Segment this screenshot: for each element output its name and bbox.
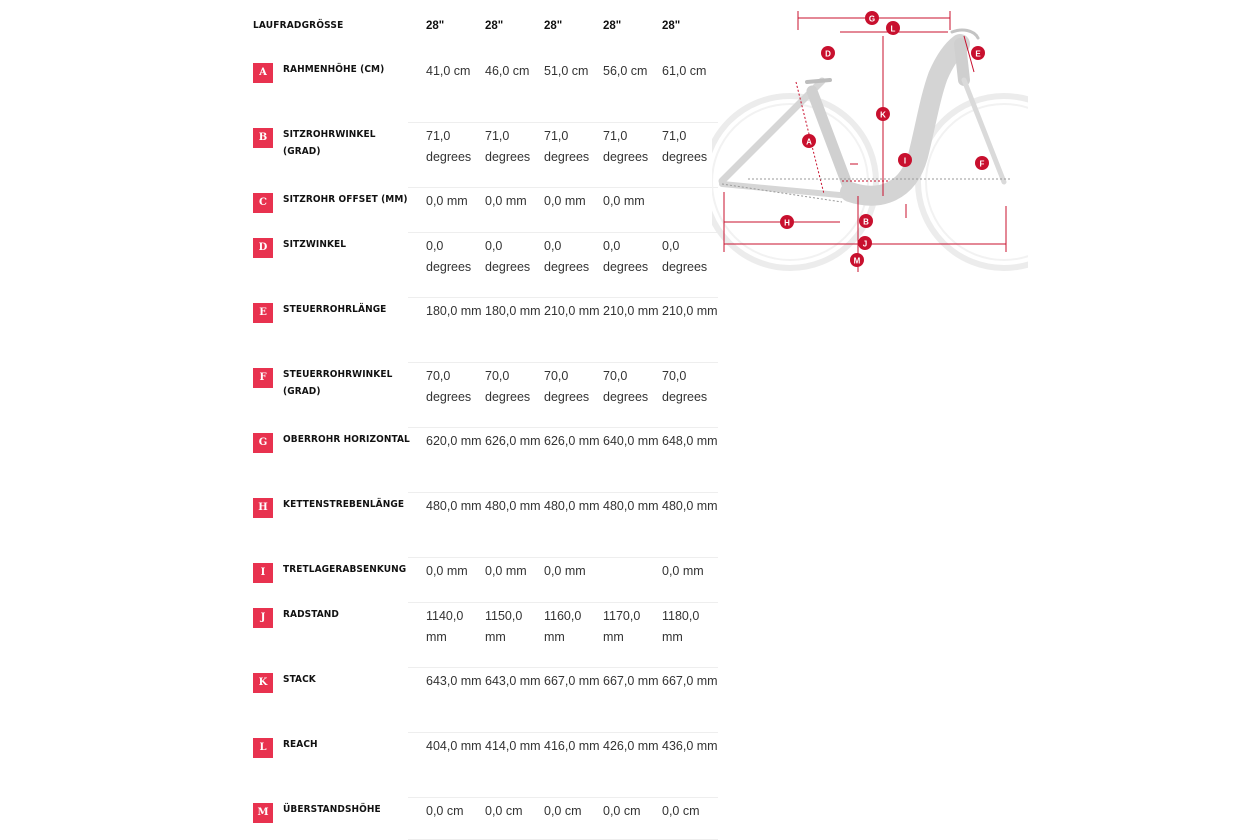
row-badge: A — [253, 63, 273, 83]
table-cell: 620,0 mm — [426, 434, 482, 448]
row-badge: B — [253, 128, 273, 148]
marker-F — [975, 156, 989, 170]
row-label: SITZROHRWINKEL (GRAD) — [283, 129, 376, 157]
row-badge: C — [253, 193, 273, 213]
table-cell: 626,0 mm — [544, 434, 600, 448]
table-cell: 436,0 mm — [662, 739, 718, 753]
marker-A — [802, 134, 816, 148]
table-cell: 210,0 mm — [662, 304, 718, 318]
table-cell: 640,0 mm — [603, 434, 659, 448]
table-cell: 416,0 mm — [544, 739, 600, 753]
table-cell: 480,0 mm — [544, 499, 600, 513]
svg-text:B: B — [863, 217, 869, 227]
table-cell: 180,0 mm — [426, 304, 482, 318]
table-row — [248, 58, 718, 123]
table-cell: 1170,0 mm — [603, 609, 641, 644]
table-cell: 0,0 mm — [544, 194, 586, 208]
row-badge: E — [253, 303, 273, 323]
table-cell: 70,0 degrees — [544, 369, 590, 404]
table-row — [248, 233, 718, 298]
row-badge: I — [253, 563, 273, 583]
svg-text:I: I — [903, 156, 907, 166]
row-badge: F — [253, 368, 273, 388]
table-cell: 41,0 cm — [426, 64, 471, 78]
table-cell: 70,0 degrees — [662, 369, 708, 404]
svg-text:K: K — [880, 110, 886, 120]
svg-text:E: E — [975, 49, 981, 59]
table-cell: 0,0 mm — [544, 564, 586, 578]
size-header-5: 28" — [662, 20, 681, 32]
size-header-4: 28" — [603, 20, 622, 32]
table-row — [248, 558, 718, 603]
table-row — [248, 493, 718, 558]
table-cell: 70,0 degrees — [426, 369, 472, 404]
table-cell: 0,0 mm — [485, 194, 527, 208]
table-cell: 1150,0 mm — [485, 609, 523, 644]
table-row — [248, 733, 718, 798]
row-badge: L — [253, 738, 273, 758]
table-row — [248, 603, 718, 668]
table-cell: 643,0 mm — [426, 674, 482, 688]
svg-text:F: F — [979, 159, 985, 169]
table-cell: 71,0 degrees — [426, 129, 472, 164]
table-cell: 71,0 degrees — [662, 129, 708, 164]
table-cell: 667,0 mm — [662, 674, 718, 688]
svg-text:J: J — [862, 239, 868, 249]
size-header-3: 28" — [544, 20, 563, 32]
table-cell: 0,0 degrees — [603, 239, 649, 274]
row-badge: M — [253, 803, 273, 823]
row-label: RAHMENHÖHE (CM) — [283, 64, 385, 75]
table-cell: 667,0 mm — [603, 674, 659, 688]
table-cell: 426,0 mm — [603, 739, 659, 753]
table-cell: 0,0 degrees — [485, 239, 531, 274]
size-header-1: 28" — [426, 20, 445, 32]
table-cell: 210,0 mm — [603, 304, 659, 318]
row-label: REACH — [283, 739, 318, 750]
table-cell: 51,0 cm — [544, 64, 589, 78]
row-label: SITZROHR OFFSET (MM) — [283, 194, 408, 205]
table-row — [248, 668, 718, 733]
svg-text:A: A — [806, 137, 812, 147]
row-label: OBERROHR HORIZONTAL — [283, 434, 410, 445]
table-cell: 0,0 cm — [485, 804, 523, 818]
table-row — [248, 188, 718, 233]
table-cell: 0,0 cm — [426, 804, 464, 818]
marker-J — [858, 236, 872, 250]
table-cell: 626,0 mm — [485, 434, 541, 448]
table-cell: 56,0 cm — [603, 64, 648, 78]
table-row — [248, 363, 718, 428]
row-label: STACK — [283, 674, 316, 685]
table-cell: 0,0 mm — [662, 564, 704, 578]
marker-E — [971, 46, 985, 60]
table-cell: 0,0 mm — [426, 194, 468, 208]
marker-K — [876, 107, 890, 121]
svg-text:H: H — [784, 218, 790, 228]
marker-B — [859, 214, 873, 228]
table-cell: 667,0 mm — [544, 674, 600, 688]
table-cell: 414,0 mm — [485, 739, 541, 753]
table-cell: 180,0 mm — [485, 304, 541, 318]
table-cell: 210,0 mm — [544, 304, 600, 318]
row-label: TRETLAGERABSENKUNG — [283, 564, 407, 575]
table-cell: 480,0 mm — [603, 499, 659, 513]
row-badge: H — [253, 498, 273, 518]
svg-text:M: M — [853, 256, 861, 266]
row-badge: G — [253, 433, 273, 453]
table-cell: 648,0 mm — [662, 434, 718, 448]
table-cell: 71,0 degrees — [544, 129, 590, 164]
table-cell: 71,0 degrees — [603, 129, 649, 164]
table-row — [248, 298, 718, 363]
table-cell: 0,0 cm — [662, 804, 700, 818]
table-header-row — [248, 0, 718, 50]
table-cell: 1140,0 mm — [426, 609, 464, 644]
row-label: KETTENSTREBENLÄNGE — [283, 499, 405, 510]
table-cell: 0,0 degrees — [426, 239, 472, 274]
table-cell: 0,0 mm — [603, 194, 645, 208]
svg-text:L: L — [890, 24, 896, 34]
size-header-2: 28" — [485, 20, 504, 32]
table-cell: 61,0 cm — [662, 64, 707, 78]
table-cell: 0,0 degrees — [544, 239, 590, 274]
row-label: SITZWINKEL — [283, 239, 347, 250]
table-cell: 1180,0 mm — [662, 609, 700, 644]
svg-text:G: G — [868, 14, 876, 24]
table-cell: 70,0 degrees — [485, 369, 531, 404]
table-cell: 480,0 mm — [485, 499, 541, 513]
table-cell: 404,0 mm — [426, 739, 482, 753]
row-label: STEUERROHRLÄNGE — [283, 304, 387, 315]
table-row — [248, 428, 718, 493]
table-cell: 480,0 mm — [426, 499, 482, 513]
table-cell: 1160,0 mm — [544, 609, 582, 644]
table-row — [248, 798, 718, 840]
marker-G — [865, 11, 879, 25]
marker-I — [898, 153, 912, 167]
table-cell: 480,0 mm — [662, 499, 718, 513]
row-label: ÜBERSTANDSHÖHE — [283, 804, 381, 815]
table-cell: 643,0 mm — [485, 674, 541, 688]
svg-text:D: D — [825, 49, 831, 59]
row-label: STEUERROHRWINKEL (GRAD) — [283, 369, 393, 397]
table-row — [248, 123, 718, 188]
table-cell: 0,0 mm — [485, 564, 527, 578]
table-cell: 46,0 cm — [485, 64, 530, 78]
row-badge: J — [253, 608, 273, 628]
table-cell: 0,0 degrees — [662, 239, 708, 274]
table-cell: 0,0 cm — [603, 804, 641, 818]
table-cell: 70,0 degrees — [603, 369, 649, 404]
row-badge: D — [253, 238, 273, 258]
marker-M — [850, 253, 864, 267]
bike-frame — [722, 30, 1004, 196]
row-badge: K — [253, 673, 273, 693]
marker-D — [821, 46, 835, 60]
marker-L — [886, 21, 900, 35]
row-label: RADSTAND — [283, 609, 339, 620]
wheel-size-header: LAUFRADGRÖSSE — [253, 20, 344, 31]
table-cell: 0,0 cm — [544, 804, 582, 818]
table-cell: 71,0 degrees — [485, 129, 531, 164]
table-cell: 0,0 mm — [426, 564, 468, 578]
marker-H — [780, 215, 794, 229]
bike-geometry-diagram — [712, 6, 1028, 274]
